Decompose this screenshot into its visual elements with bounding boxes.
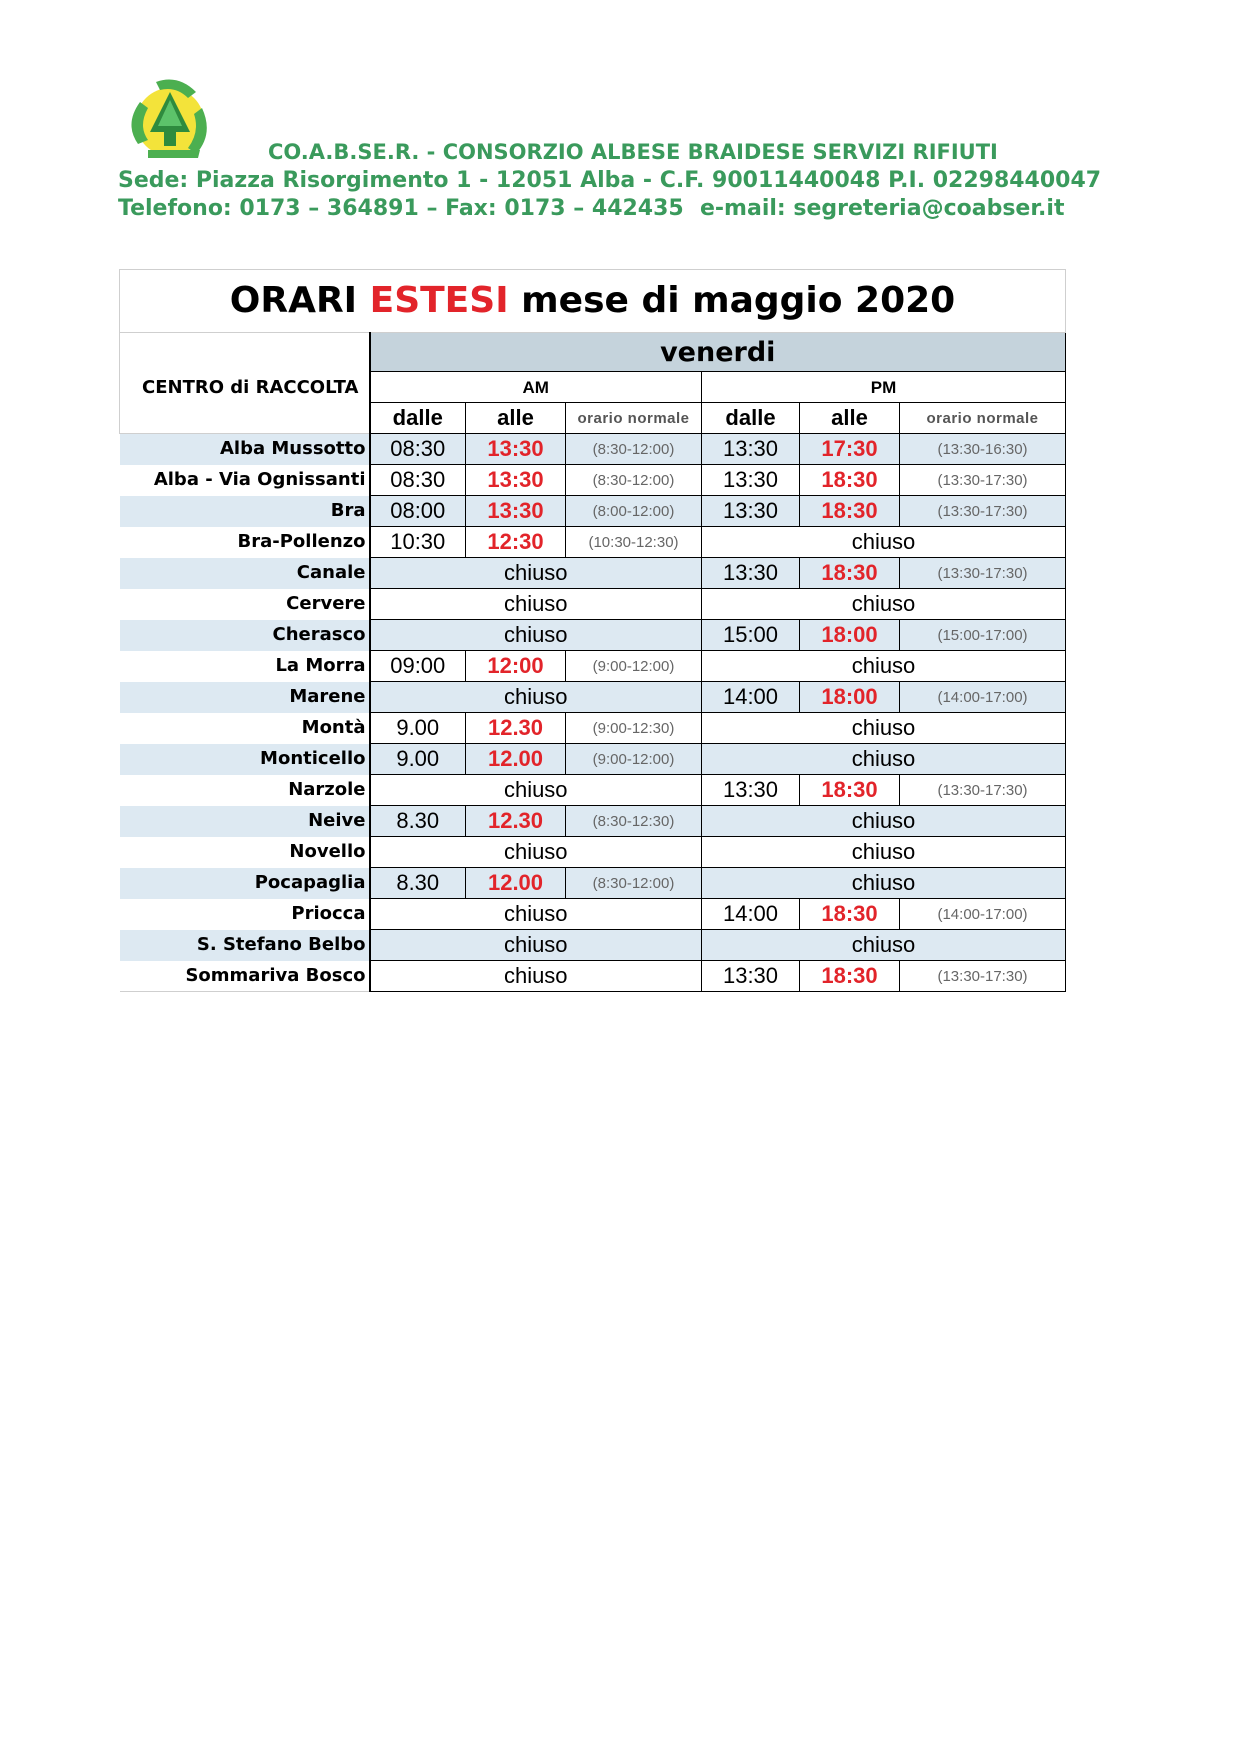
pm-dalle-cell: 13:30: [702, 558, 800, 589]
table-row: [120, 589, 1066, 620]
am-dalle-cell: 8.30: [370, 806, 466, 837]
pm-alle-cell: 18:00: [800, 620, 900, 651]
table-row: [120, 558, 1066, 589]
pm-normale-cell: (13:30-17:30): [900, 961, 1066, 992]
centro-name: Monticello: [120, 744, 370, 775]
am-normale-cell: (8:30-12:30): [566, 806, 702, 837]
am-normale-cell: (9:00-12:30): [566, 713, 702, 744]
table-row: [120, 465, 1066, 496]
schedule-table: [119, 269, 1066, 992]
table-row: [120, 620, 1066, 651]
am-dalle-cell: 9.00: [370, 744, 466, 775]
recycle-tree-logo-icon: [118, 74, 222, 166]
org-name: CO.A.B.SE.R. - CONSORZIO ALBESE BRAIDESE SERVIZI RIFIUTI: [268, 140, 998, 164]
pm-alle-cell: 18:30: [800, 961, 900, 992]
centro-name: Bra: [120, 496, 370, 527]
table-row: [120, 434, 1066, 465]
am-alle-cell: 12.00: [466, 868, 566, 899]
am-normale-cell: (9:00-12:00): [566, 651, 702, 682]
table-row: [120, 837, 1066, 868]
pm-dalle-cell: 13:30: [702, 775, 800, 806]
am-dalle-cell: 08:00: [370, 496, 466, 527]
org-phone: Telefono: 0173 – 364891 – Fax: 0173 – 442435: [118, 196, 684, 221]
am-alle-cell: 12.30: [466, 806, 566, 837]
table-row: [120, 682, 1066, 713]
pm-normale-cell: (13:30-17:30): [900, 465, 1066, 496]
centro-header: CENTRO di RACCOLTA: [120, 333, 370, 434]
am-alle-cell: 13:30: [466, 496, 566, 527]
centro-name: Bra-Pollenzo: [120, 527, 370, 558]
title-highlight: ESTESI: [369, 280, 509, 321]
centro-name: S. Stefano Belbo: [120, 930, 370, 961]
am-normale-cell: (8:30-12:00): [566, 868, 702, 899]
table-row: [120, 868, 1066, 899]
table-row: [120, 775, 1066, 806]
am-closed-cell: chiuso: [370, 589, 702, 620]
centro-name: Cherasco: [120, 620, 370, 651]
pm-dalle-cell: 14:00: [702, 899, 800, 930]
col-pm-dalle: dalle: [702, 403, 800, 434]
am-alle-cell: 13:30: [466, 465, 566, 496]
am-normale-cell: (8:30-12:00): [566, 465, 702, 496]
table-row: [120, 899, 1066, 930]
col-am-normale: orario normale: [566, 403, 702, 434]
pm-alle-cell: 18:30: [800, 496, 900, 527]
am-closed-cell: chiuso: [370, 899, 702, 930]
am-closed-cell: chiuso: [370, 930, 702, 961]
page-title: ORARI ESTESI mese di maggio 2020: [120, 270, 1066, 333]
am-header: AM: [370, 372, 702, 403]
table-row: [120, 961, 1066, 992]
pm-alle-cell: 17:30: [800, 434, 900, 465]
pm-closed-cell: chiuso: [702, 744, 1066, 775]
pm-closed-cell: chiuso: [702, 713, 1066, 744]
am-closed-cell: chiuso: [370, 775, 702, 806]
centro-name: La Morra: [120, 651, 370, 682]
org-email[interactable]: e-mail: segreteria@coabser.it: [700, 196, 1065, 221]
centro-name: Neive: [120, 806, 370, 837]
am-alle-cell: 13:30: [466, 434, 566, 465]
pm-normale-cell: (13:30-17:30): [900, 558, 1066, 589]
am-dalle-cell: 08:30: [370, 434, 466, 465]
pm-closed-cell: chiuso: [702, 930, 1066, 961]
pm-closed-cell: chiuso: [702, 527, 1066, 558]
col-am-dalle: dalle: [370, 403, 466, 434]
centro-name: Novello: [120, 837, 370, 868]
am-dalle-cell: 9.00: [370, 713, 466, 744]
am-normale-cell: (8:00-12:00): [566, 496, 702, 527]
am-closed-cell: chiuso: [370, 961, 702, 992]
pm-dalle-cell: 13:30: [702, 496, 800, 527]
pm-closed-cell: chiuso: [702, 651, 1066, 682]
pm-header: PM: [702, 372, 1066, 403]
centro-name: Canale: [120, 558, 370, 589]
am-closed-cell: chiuso: [370, 558, 702, 589]
am-alle-cell: 12:00: [466, 651, 566, 682]
table-row: [120, 930, 1066, 961]
am-dalle-cell: 8.30: [370, 868, 466, 899]
am-closed-cell: chiuso: [370, 682, 702, 713]
pm-alle-cell: 18:30: [800, 775, 900, 806]
am-alle-cell: 12.00: [466, 744, 566, 775]
pm-dalle-cell: 13:30: [702, 961, 800, 992]
centro-name: Alba - Via Ognissanti: [120, 465, 370, 496]
centro-name: Pocapaglia: [120, 868, 370, 899]
centro-name: Marene: [120, 682, 370, 713]
pm-normale-cell: (14:00-17:00): [900, 899, 1066, 930]
am-dalle-cell: 10:30: [370, 527, 466, 558]
pm-alle-cell: 18:30: [800, 899, 900, 930]
am-normale-cell: (10:30-12:30): [566, 527, 702, 558]
pm-normale-cell: (15:00-17:00): [900, 620, 1066, 651]
table-row: [120, 527, 1066, 558]
col-pm-normale: orario normale: [900, 403, 1066, 434]
pm-normale-cell: (13:30-16:30): [900, 434, 1066, 465]
pm-normale-cell: (13:30-17:30): [900, 496, 1066, 527]
table-row: [120, 744, 1066, 775]
pm-closed-cell: chiuso: [702, 837, 1066, 868]
am-alle-cell: 12:30: [466, 527, 566, 558]
am-closed-cell: chiuso: [370, 620, 702, 651]
centro-name: Alba Mussotto: [120, 434, 370, 465]
pm-alle-cell: 18:00: [800, 682, 900, 713]
am-dalle-cell: 09:00: [370, 651, 466, 682]
am-normale-cell: (8:30-12:00): [566, 434, 702, 465]
pm-dalle-cell: 13:30: [702, 434, 800, 465]
centro-name: Cervere: [120, 589, 370, 620]
pm-normale-cell: (14:00-17:00): [900, 682, 1066, 713]
day-header: venerdi: [370, 333, 1066, 372]
col-am-alle: alle: [466, 403, 566, 434]
am-dalle-cell: 08:30: [370, 465, 466, 496]
pm-closed-cell: chiuso: [702, 589, 1066, 620]
table-row: [120, 806, 1066, 837]
pm-alle-cell: 18:30: [800, 465, 900, 496]
centro-name: Narzole: [120, 775, 370, 806]
table-row: [120, 496, 1066, 527]
pm-dalle-cell: 14:00: [702, 682, 800, 713]
pm-closed-cell: chiuso: [702, 868, 1066, 899]
centro-name: Priocca: [120, 899, 370, 930]
pm-dalle-cell: 15:00: [702, 620, 800, 651]
pm-alle-cell: 18:30: [800, 558, 900, 589]
am-alle-cell: 12.30: [466, 713, 566, 744]
org-address: Sede: Piazza Risorgimento 1 - 12051 Alba - C.F. 90011440048 P.I. 02298440047: [118, 168, 1102, 193]
am-normale-cell: (9:00-12:00): [566, 744, 702, 775]
col-pm-alle: alle: [800, 403, 900, 434]
table-row: [120, 651, 1066, 682]
letterhead: [118, 74, 1102, 224]
pm-normale-cell: (13:30-17:30): [900, 775, 1066, 806]
pm-dalle-cell: 13:30: [702, 465, 800, 496]
centro-name: Montà: [120, 713, 370, 744]
table-row: [120, 713, 1066, 744]
centro-name: Sommariva Bosco: [120, 961, 370, 992]
am-closed-cell: chiuso: [370, 837, 702, 868]
pm-closed-cell: chiuso: [702, 806, 1066, 837]
